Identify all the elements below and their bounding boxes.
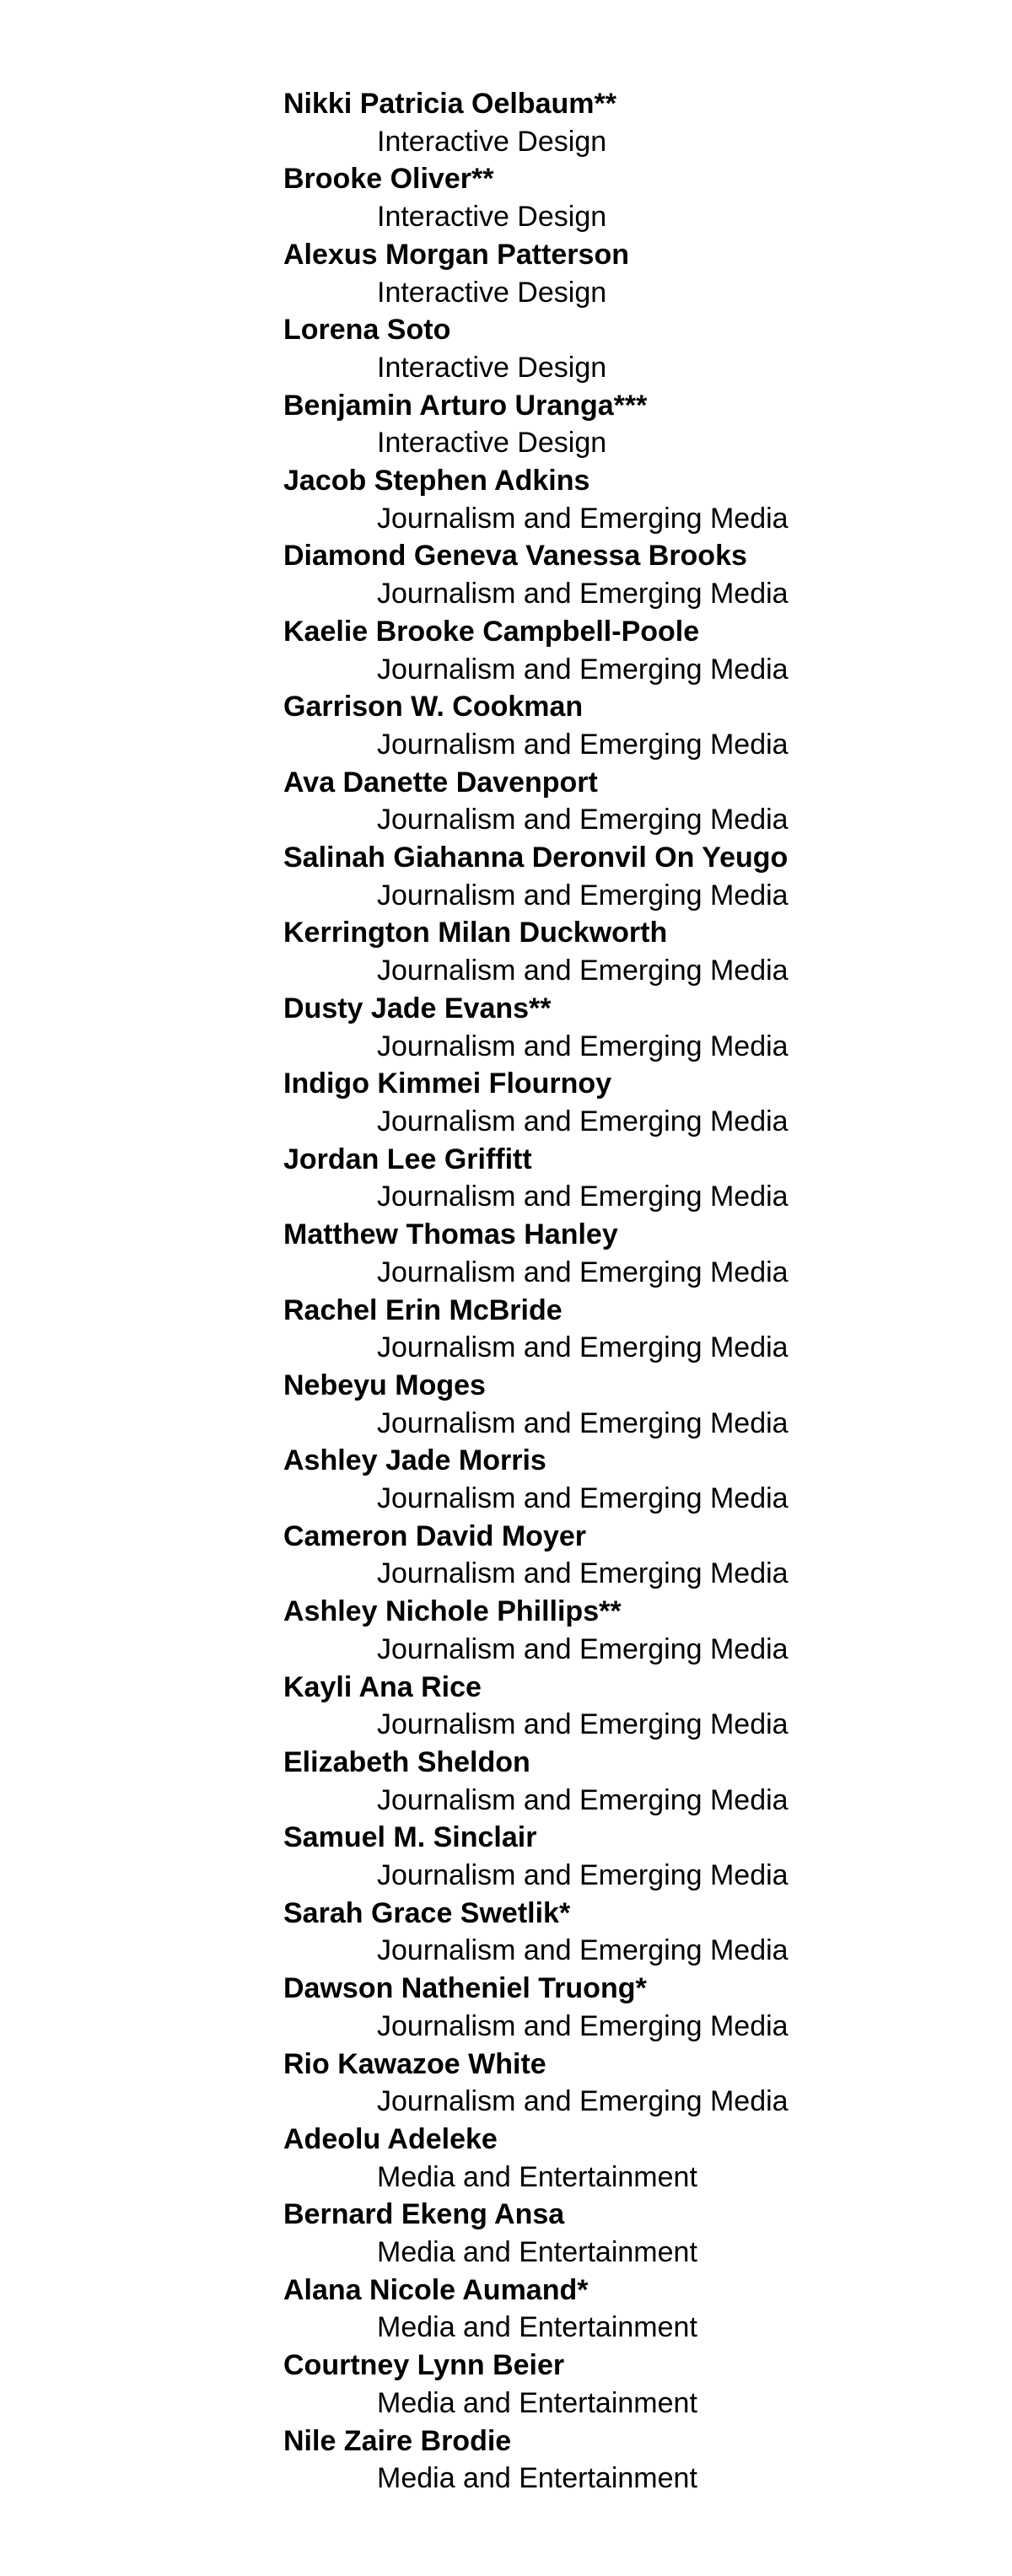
student-major: Journalism and Emerging Media — [377, 879, 789, 912]
student-name: Alana Nicole Aumand* — [283, 2273, 589, 2306]
student-major: Journalism and Emerging Media — [377, 955, 789, 987]
roster-entry — [283, 1141, 924, 1216]
roster-entry — [283, 764, 924, 839]
roster-entry — [283, 1819, 924, 1894]
student-name: Elizabeth Sheldon — [283, 1745, 530, 1778]
student-name: Nikki Patricia Oelbaum** — [283, 88, 616, 120]
student-major: Journalism and Emerging Media — [377, 1331, 789, 1364]
roster-entry — [283, 1593, 924, 1668]
student-name: Rachel Erin McBride — [283, 1293, 563, 1326]
student-major: Journalism and Emerging Media — [377, 1105, 789, 1137]
student-major: Interactive Design — [377, 427, 607, 460]
roster-entry — [283, 2423, 924, 2498]
roster-entry — [283, 537, 924, 612]
student-name: Samuel M. Sinclair — [283, 1821, 537, 1854]
student-major: Media and Entertainment — [377, 2386, 697, 2419]
student-major: Journalism and Emerging Media — [377, 1708, 789, 1741]
roster-entry — [283, 1065, 924, 1140]
roster-entry — [283, 2196, 924, 2271]
student-name: Bernard Ekeng Ansa — [283, 2198, 565, 2231]
student-name: Dusty Jade Evans** — [283, 992, 552, 1024]
roster-entry — [283, 839, 924, 914]
roster-entry — [283, 1518, 924, 1593]
student-major: Media and Entertainment — [377, 2311, 697, 2344]
roster-entry — [283, 1442, 924, 1517]
roster-entry — [283, 688, 924, 763]
student-major: Journalism and Emerging Media — [377, 1256, 789, 1288]
student-name: Rio Kawazoe White — [283, 2047, 546, 2080]
student-name: Alexus Morgan Patterson — [283, 238, 629, 271]
student-major: Journalism and Emerging Media — [377, 804, 789, 836]
student-name: Indigo Kimmei Flournoy — [283, 1068, 612, 1100]
roster-entry — [283, 1895, 924, 1970]
student-name: Sarah Grace Swetlik* — [283, 1896, 571, 1929]
student-name: Kaelie Brooke Campbell-Poole — [283, 615, 700, 648]
student-name: Nebeyu Moges — [283, 1369, 486, 1401]
student-major: Journalism and Emerging Media — [377, 1406, 789, 1439]
student-major: Journalism and Emerging Media — [377, 728, 789, 761]
student-major: Journalism and Emerging Media — [377, 1632, 789, 1665]
student-name: Matthew Thomas Hanley — [283, 1218, 618, 1251]
student-name: Jacob Stephen Adkins — [283, 465, 590, 497]
roster-entry — [283, 1292, 924, 1367]
roster-entry — [283, 311, 924, 386]
graduate-roster-list — [283, 85, 924, 2498]
student-major: Journalism and Emerging Media — [377, 578, 789, 610]
roster-entry — [283, 613, 924, 688]
roster-entry — [283, 990, 924, 1065]
student-name: Lorena Soto — [283, 314, 451, 347]
roster-entry — [283, 462, 924, 537]
student-name: Nile Zaire Brodie — [283, 2424, 512, 2457]
student-name: Courtney Lynn Beier — [283, 2349, 565, 2382]
student-name: Salinah Giahanna Deronvil On Yeugo — [283, 842, 789, 874]
student-major: Journalism and Emerging Media — [377, 1030, 789, 1062]
student-major: Journalism and Emerging Media — [377, 1934, 789, 1967]
student-major: Journalism and Emerging Media — [377, 502, 789, 535]
student-name: Diamond Geneva Vanessa Brooks — [283, 540, 747, 573]
student-major: Journalism and Emerging Media — [377, 1783, 789, 1816]
student-name: Ava Danette Davenport — [283, 766, 598, 799]
roster-entry — [283, 2347, 924, 2422]
roster-entry — [283, 2046, 924, 2121]
student-name: Garrison W. Cookman — [283, 691, 584, 723]
student-major: Journalism and Emerging Media — [377, 2009, 789, 2042]
roster-entry — [283, 2121, 924, 2196]
roster-entry — [283, 1367, 924, 1442]
roster-entry — [283, 1669, 924, 1744]
student-major: Journalism and Emerging Media — [377, 1180, 789, 1213]
student-name: Adeolu Adeleke — [283, 2122, 498, 2155]
student-major: Media and Entertainment — [377, 2160, 697, 2193]
student-major: Journalism and Emerging Media — [377, 1557, 789, 1590]
roster-entry — [283, 1744, 924, 1819]
student-major: Journalism and Emerging Media — [377, 2085, 789, 2118]
student-major: Interactive Design — [377, 276, 607, 309]
student-major: Media and Entertainment — [377, 2236, 697, 2269]
roster-entry — [283, 914, 924, 989]
roster-entry — [283, 387, 924, 462]
roster-entry — [283, 1970, 924, 2045]
student-major: Interactive Design — [377, 125, 607, 158]
student-name: Ashley Jade Morris — [283, 1444, 546, 1477]
student-name: Cameron David Moyer — [283, 1519, 586, 1552]
student-major: Journalism and Emerging Media — [377, 653, 789, 686]
roster-entry — [283, 160, 924, 235]
student-name: Benjamin Arturo Uranga*** — [283, 389, 648, 422]
student-major: Journalism and Emerging Media — [377, 1859, 789, 1892]
roster-entry — [283, 85, 924, 160]
student-name: Jordan Lee Griffitt — [283, 1143, 532, 1175]
roster-entry — [283, 1216, 924, 1291]
roster-entry — [283, 236, 924, 311]
student-name: Brooke Oliver** — [283, 163, 494, 196]
roster-entry — [283, 2272, 924, 2347]
student-major: Media and Entertainment — [377, 2462, 697, 2495]
student-name: Kayli Ana Rice — [283, 1670, 482, 1703]
student-name: Ashley Nichole Phillips** — [283, 1595, 622, 1628]
student-major: Interactive Design — [377, 201, 607, 234]
student-major: Journalism and Emerging Media — [377, 1482, 789, 1515]
student-name: Kerrington Milan Duckworth — [283, 917, 668, 949]
student-name: Dawson Natheniel Truong* — [283, 1972, 647, 2005]
student-major: Interactive Design — [377, 351, 607, 384]
